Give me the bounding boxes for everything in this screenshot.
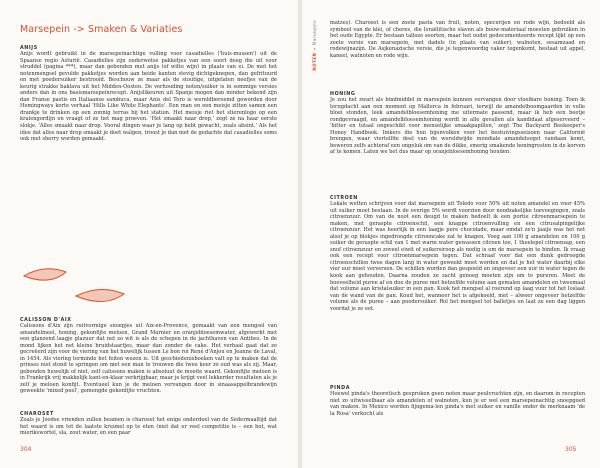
section-calisson <box>20 318 277 395</box>
section-text: Zoals je Joodse vrienden zullen beamen is charoset het enige onderdeel van de Sedermaaltijd dat het waard is om tot de laatste kruimel op te eten (niet dat er veel competitie is – een bot, wat mierikswortel, sla, zout water, en een paar <box>20 417 277 437</box>
section-text: Hoewel pinda's theoretisch gesproken geen noten maar peulvruchten zijn, en daarom in recepten niet zo uitwisselbaar als amandelen of walnoten, kun je er wel een marsepeinachtig snoepgoed van maken. In Mexico worden fijngema-len pinda's met suiker en vanille onder de merknaam 'de la Rosa' verkocht als <box>330 391 585 417</box>
section-heading: HONING <box>330 92 356 97</box>
right-page <box>302 0 600 468</box>
page-number: 304 <box>20 446 32 453</box>
section-text: Je zou het zwart als bindmiddel in marsepein kunnen vervangen door vloeibare honing. Toen ik terugdacht aan een moment op Mallorca in februari, terwijl de amandelboomgaarden in volle bloei stonden, leek amandelbloesemhoning me uitermate passend, maar ik heb een beetje rondgevraagd, en amandelbloesemhoning wordt in alle gevallen als kandidaat afgeserveerd – 'bitter en totaal ongeschikt voor menselijke smaakpapillen,' zegt The Backyard Beekeeper's Honey Handbook. Imkers die hun bijenvolken voor het bestuivingsseizoen naar Californië brengen, waar viertelfde deel van de wereldwijde mondiale amandeloogst vandaan komt, beweren zelfs achteraf een ongeluk om van de dikke, smerig smakende honingresten in de korven af te komen. Laten we het dus maar op oranjebloesemhoning houden. <box>330 97 585 156</box>
section-text: Lokale wetten schrijven voor dat marsepein uit Toledo voor 50% uit noten amandel en voor 45% uit suiker moet bestaan. In de overige 5% wordt voorzien door noodzakelijke toevoegingen, zoals citroenzuur. Om van de noot een deugd te maken bedoelt ik een portie citroenmarsepein te maken, met geraspte citroenschil, een knappe citroenvulling en een citrusalpingelijke citroenzuur. Het was heerlijk in een laagje pure chocolade, maar omdat ze'n jaaije was het net alsof je op blokjes ingedroogde citroencake zat te knagen. Voeg aan 100 g amandelen en 100 g suiker de geraspte schil van 1 met warm water gewassen citroen toe, 1 theelepel citroensap, een snuf citroenzuur en zoveel eiwit of suikersiroop als nodig is om de marsepein te binden. Ik vraag ook een recept voor citroenmarsepein tegen. Dat schraaf voor dat een dunk gedroogde citroenschillen twee dagen lang in water geweekt moet worden en dat je het water daarbij elke vier uur moet verversen. De schillen worden dan gespoeld en ongeveer een uur in water tegen de kook aan gehouden. Daarna zouden ze zacht genoeg moeten zijn om te pureren. Meet de hoeveelheid puree af en doe de puree met hetzelfde volume aan gemalen amandelen en tweemaal dat volume aan kristalsuiker in een pan. Kook het mengsel al roerend op laag vuur tot het loslaat van de wand van de pan. Koud het, wanneer het is afgekoeld, met – alweer ongeveer hetzelfde volume als de puree – aan poedersuiker. Rol het mengsel tot balletjes en laat ze een dag liggen voordat je ze eet. <box>330 201 585 312</box>
section-pinda <box>330 386 585 417</box>
section-text: Calissons d'Aix zijn ruitvormige snoepjes uit Aix-en-Provence, gemaakt van een mengsel van amandelmeel, honing, gekonfijte meloen, Grand Marnier en oranjebloesemwater, afgewerkt met een glanzend laagje glazuur dat net zo wit is als de schepen in de jachthaven van Antibes. In de mond lijken het net kleine bruidstaartjes, maar dan zonder de cake. Het verhaal gaat dat ze gecreëerd zijn voor de viering van het huwelijk tussen Le bon roi René d'Anjou en Jeanne de Laval, in 1454. Als viering terminde het feiten wezen is. Uit geschiedenisboeken valt op te maken dat de prinses niet stond te springen om met een man te trouwen die twee keer zo oud was als zij. Maar, gebonden huwelijk of niet, zelf calissons maken is absoluut de moeite waard. Gekonfijte meloen is in Frankrijk vrij makkelijk kant-en-klaar verkrijgbaar, maar je krijgt veel lekkerder resultaten als je zelf je meloen konfijt. Eventueel kun je de meloen vervangen door in sinaasappelbrandewijn geweekte 'mixed peel', gemengde gekonfijte vruchten. <box>20 323 277 395</box>
running-head: NOTEN → Marsepein <box>312 20 317 71</box>
section-text: matzes). Charoset is een zoete pasta van fruit, noten, specerijen en rode wijn, bedoeld als symbool van de klei, of cheres, die Israëlitische slaven als bouw-materiaal moesten gebruiken in het oude Egypte. Er bestaan talloze soorten, maar het oudst gedocumenteerde recept lijkt op een zoete versie van marsepein, met dadels (in plaats van suiker), walnoten, sesamzaad en rodewijnazijn. De Asjkenazische versie, die je tegenwoordig vaker tegenkomt, bestaat uit appel, kaneel, walnoten en rode wijn. <box>330 20 585 59</box>
running-head-part: NOTEN <box>312 52 317 71</box>
section-citroen <box>330 196 585 312</box>
left-page <box>0 0 298 468</box>
chapter-title: Marsepein -> Smaken & Variaties <box>20 24 183 35</box>
section-heading: ANIJS <box>20 46 38 51</box>
calisson-illustration <box>20 262 130 314</box>
page-number: 305 <box>565 446 577 453</box>
section-text: Anijs wordt gebruikt in de marsepeinachtige vulling voor casadielles ('huis-mussen') uit de Spaanse regio Asturië. Casadielles zijn ouderwetse pakketjes van een soort deeg die uit voor struddel (pagina ***), maar dan gebonden met anijs (of witte wijn) in plaats van ei. De met het notenmengsel gevulde pakketjes worden aan beide kanten stevig dichtgeknepen, dan gefrituurd en met poedersuiker bestrooid. Beschouw ze maar als de stoutige, uitgelaten neefjes van de keurig strakke baklava uit het Midden-Oosten. De verhouding noten/suiker is in sommige versies anders dan in ons basismarsepeinrecept. Anijslikeuren uit Spanje mogen dan minder bekend zijn dan Franse pastis en Italiaanse sambuca, maar Anis del Toro is wereldberoemd geworden door Hemingways korte verhaal 'Hills Like White Elephants'. Een man en een meisje zitten samen een drankje te drinken op een zonnig terras bij het station. Het meisje riet het stierenlogo op een kralengordijn en vraagt of ze het mag proeven. 'Het smaakt naar drop,' zegt ze na haar eerste slokje. 'Alles smaakt naar drop. Vooral dingen waar je lang op hebt gewacht, zoals absint.' Als het idee dat alles naar drop smaakt je doet walgen, troost je dan met de gedachte dat casadielles soms ook met sherry worden gemaakt. <box>20 51 277 143</box>
section-honing <box>330 92 585 156</box>
running-head-subpart: Marsepein <box>312 20 317 46</box>
section-heading: PINDA <box>330 386 351 391</box>
section-heading: CALISSON D'AIX <box>20 318 72 323</box>
section-heading: CHAROSET <box>20 412 54 417</box>
section-heading: CITROEN <box>330 196 358 201</box>
section-charoset-cont <box>330 20 585 59</box>
section-anijs <box>20 46 277 143</box>
section-charoset <box>20 412 277 437</box>
